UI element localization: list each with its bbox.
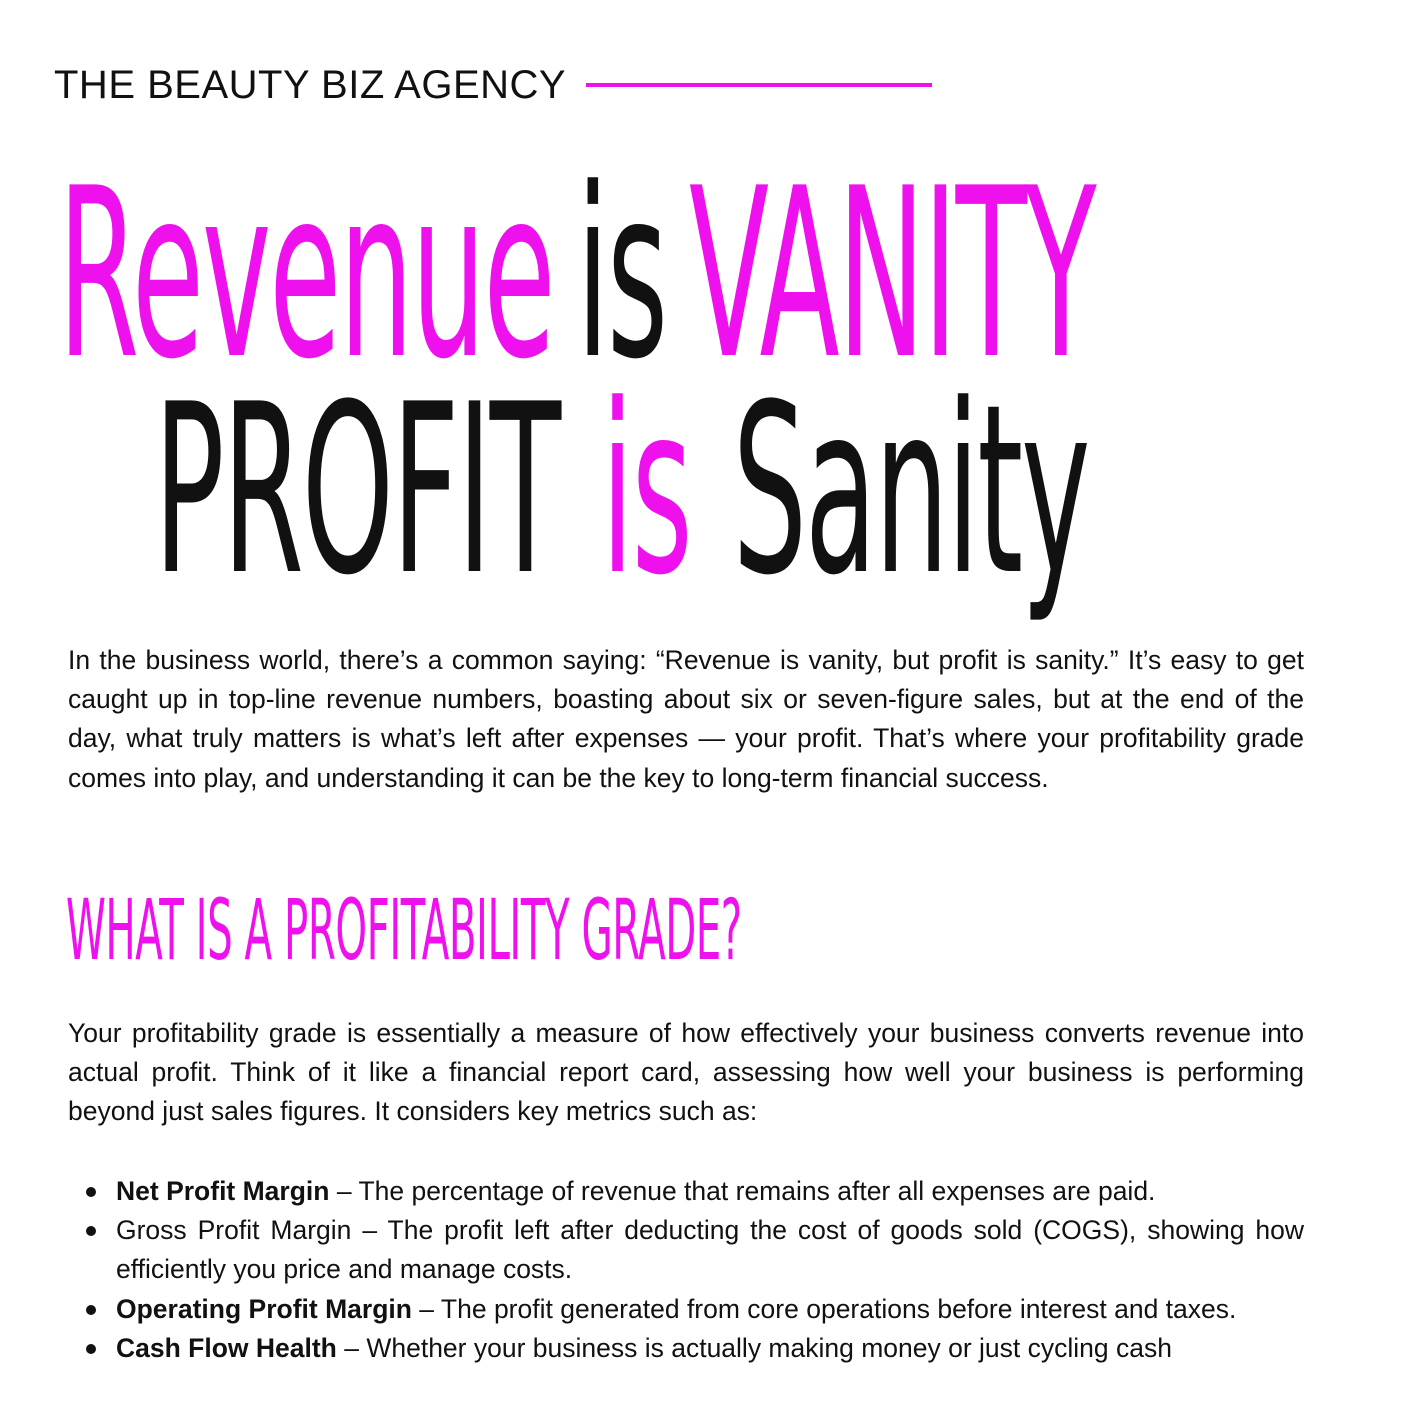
headline-word-sanity: Sanity <box>732 355 1089 627</box>
bullet-icon <box>86 1344 96 1354</box>
metric-description: – The profit generated from core operations before interest and taxes. <box>411 1293 1237 1324</box>
section-heading: WHAT IS A PROFITABILITY GRADE? <box>66 881 742 979</box>
headline-word-profit: PROFIT <box>154 355 560 627</box>
metric-name: Net Profit Margin <box>116 1176 330 1206</box>
headline-word-vanity: VANITY <box>689 139 1095 411</box>
bullet-icon <box>86 1226 96 1236</box>
intro-paragraph: In the business world, there’s a common saying: “Revenue is vanity, but profit is sanity.” It’s easy to get caught up in top-line revenue numbers, boasting about six or seven-figure sales, but at the end of the day, what truly matters is what’s left after expenses — your profit. That’s where your profitability grade comes into play, and understanding it can be the key to long-term financial success. <box>68 645 1304 793</box>
list-item <box>116 1290 1304 1329</box>
metric-description: Gross Profit Margin – The profit left after deducting the cost of goods sold (COGS), showing how efficiently you price and manage costs. <box>116 1215 1304 1285</box>
headline-line-2 <box>154 355 1089 627</box>
section-paragraph: Your profitability grade is essentially a measure of how effectively your business converts revenue into actual profit. Think of it like a financial report card, assessing how well your business is performing beyond just sales figures. It considers key metrics such as: <box>68 1018 1304 1127</box>
list-item <box>116 1172 1304 1211</box>
bullet-icon <box>86 1305 96 1315</box>
list-item <box>116 1211 1304 1289</box>
metric-description: – The percentage of revenue that remains after all expenses are paid. <box>329 1176 1156 1206</box>
page-header <box>54 60 932 110</box>
brand-name: THE BEAUTY BIZ AGENCY <box>54 62 567 107</box>
headline-word-is: is <box>576 139 667 411</box>
brand-accent-rule <box>586 83 932 87</box>
bullet-icon <box>86 1187 96 1197</box>
list-item <box>116 1329 1304 1368</box>
metric-name: Operating Profit Margin <box>116 1293 412 1324</box>
metric-description: – Whether your business is actually making money or just cycling cash <box>336 1332 1172 1363</box>
metric-name: Cash Flow Health <box>116 1332 337 1363</box>
headline-word-revenue: Revenue <box>58 139 554 411</box>
headline-word-is-accent: is <box>601 355 691 627</box>
metrics-list <box>116 1172 1304 1368</box>
